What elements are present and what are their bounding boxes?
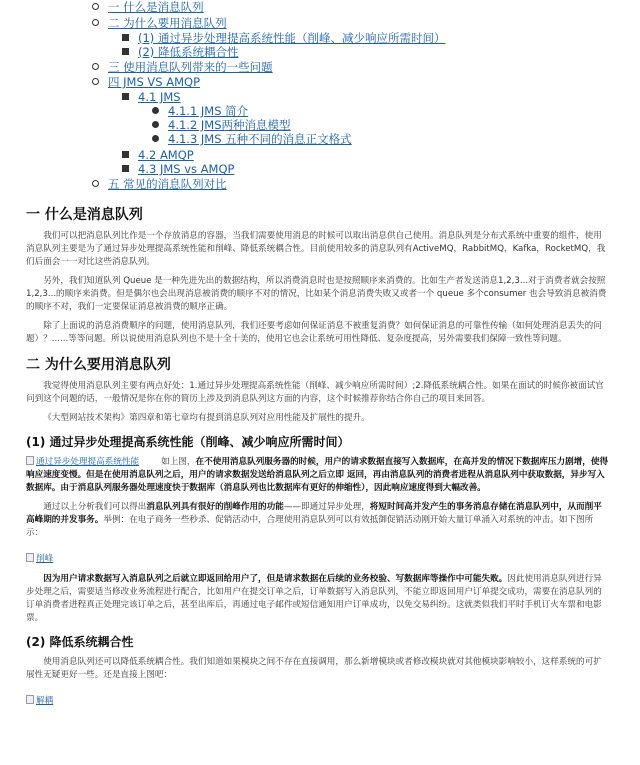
toc-item[interactable]	[92, 177, 227, 191]
circle-bullet-icon	[92, 180, 99, 187]
subsection-heading: (1) 通过异步处理提高系统性能（削峰、减少响应所需时间）	[26, 435, 350, 449]
circle-bullet-icon	[92, 19, 99, 26]
square-bullet-icon	[122, 151, 129, 158]
paragraph: 使用消息队列还可以降低系统耦合性。我们知道如果模块之间不存在直接调用，那么新增模块或者修改模块就对其他模块影响较小，这样系统的可扩展性无疑更好一些。还是直接上图吧：	[26, 657, 602, 680]
toc-item[interactable]	[92, 75, 200, 89]
toc-link[interactable]: 4.1.2 JMS两种消息模型	[168, 118, 291, 132]
broken-image-link[interactable]: 通过异步处理提高系统性能	[26, 456, 139, 469]
square-bullet-icon	[152, 107, 159, 114]
toc-link[interactable]: 4.1.1 JMS 简介	[168, 104, 249, 118]
square-bullet-icon	[122, 165, 129, 172]
toc-link[interactable]: 4.3 JMS vs AMQP	[138, 162, 235, 176]
toc-item[interactable]	[122, 90, 181, 104]
toc-item[interactable]	[122, 162, 234, 176]
paragraph: 因为用户请求数据写入消息队列之后就立即返回给用户了，但是请求数据在后续的业务校验、写数据库等操作中可能失败。因此使用消息队列进行异步处理之后，需要适当修改业务流程进行配合，比如用户在提交订单之后，订单数据写入消息队列，不能立即返回用户订单提交成功，需要在消息队列的订单消费者进程真正处理完该订单之后，甚至出库后，再通过电子邮件或短信通知用户订单成功，以免交易纠纷。这就类似我们平时手机订火车票和电影票。	[26, 574, 602, 623]
toc-item[interactable]	[92, 0, 204, 14]
toc-item[interactable]	[152, 118, 291, 132]
image-icon	[26, 553, 34, 562]
circle-bullet-icon	[92, 3, 99, 10]
toc-link[interactable]: 4.1 JMS	[138, 90, 181, 104]
toc-item[interactable]	[92, 16, 227, 30]
toc-link[interactable]: (2) 降低系统耦合性	[138, 45, 239, 59]
paragraph: 通过异步处理提高系统性能 如上图，在不使用消息队列服务器的时候，用户的请求数据直接写入数据库，在高并发的情况下数据库压力剧增，使得响应速度变慢。但是在使用消息队列之后，用户的请求数据发送给消息队列之后立即 返回，再由消息队列的消费者进程从消息队列中获取数据，异步写入数据库。由于消息队列服务器处理速度快于数据库（消息队列也比数据库有更好的伸缩性），因此响应速度得到大幅改善。	[26, 457, 609, 493]
paragraph: 除了上面说的消息消费顺序的问题，使用消息队列，我们还要考虑如何保证消息不被重复消费？如何保证消息的可靠性传输（如何处理消息丢失的问题）？......等等问题。所以说使用消息队列也不是十全十美的，使用它也会让系统可用性降低、复杂度提高，另外需要我们保障一致性等问题。	[26, 321, 602, 344]
paragraph: 我们可以把消息队列比作是一个存放消息的容器，当我们需要使用消息的时候可以取出消息供自己使用。消息队列是分布式系统中重要的组件，使用消息队列主要是为了通过异步处理提高系统性能和削峰、降低系统耦合性。目前使用较多的消息队列有ActiveMQ，RabbitMQ，Kafka，RocketMQ，我们后面会一一对比这些消息队列。	[26, 231, 606, 267]
toc-link[interactable]: 四 JMS VS AMQP	[108, 75, 201, 89]
image-icon	[26, 695, 34, 704]
square-bullet-icon	[122, 34, 129, 41]
section-heading: 二 为什么要用消息队列	[26, 357, 171, 373]
table-of-contents	[0, 0, 640, 196]
toc-link[interactable]: (1) 通过异步处理提高系统性能（削峰、减少响应所需时间）	[138, 31, 446, 45]
toc-link[interactable]: 三 使用消息队列带来的一些问题	[108, 60, 273, 74]
square-bullet-icon	[152, 121, 159, 128]
toc-link[interactable]: 4.2 AMQP	[138, 148, 194, 162]
toc-item[interactable]	[152, 104, 248, 118]
subsection-heading: (2) 降低系统耦合性	[26, 635, 134, 649]
toc-link[interactable]: 一 什么是消息队列	[108, 0, 204, 14]
paragraph: 《大型网站技术架构》第四章和第七章均有提到消息队列对应用性能及扩展性的提升。	[43, 413, 370, 423]
toc-item[interactable]	[122, 148, 194, 162]
broken-image-link[interactable]: 削峰	[26, 546, 610, 565]
broken-image-link[interactable]: 解耦	[26, 688, 610, 707]
toc-item[interactable]	[92, 60, 273, 74]
toc-item[interactable]	[122, 31, 445, 45]
toc-link[interactable]: 二 为什么要用消息队列	[108, 16, 227, 30]
square-bullet-icon	[152, 135, 159, 142]
article-body	[0, 204, 640, 707]
circle-bullet-icon	[92, 63, 99, 70]
paragraph: 通过以上分析我们可以得出消息队列具有很好的削峰作用的功能——即通过异步处理，将短时间高并发产生的事务消息存储在消息队列中，从而削平高峰期的并发事务。举例：在电子商务一些秒杀、促销活动中，合理使用消息队列可以有效抵御促销活动刚开始大量订单涌入对系统的冲击。如下图所示：	[26, 502, 602, 538]
image-icon	[26, 456, 34, 465]
section-heading: 一 什么是消息队列	[26, 207, 143, 223]
toc-link[interactable]: 4.1.3 JMS 五种不同的消息正文格式	[168, 132, 352, 146]
toc-link[interactable]: 五 常见的消息队列对比	[108, 177, 227, 191]
circle-bullet-icon	[92, 78, 99, 85]
paragraph: 另外，我们知道队列 Queue 是一种先进先出的数据结构，所以消费消息时也是按照顺序来消费的。比如生产者发送消息1,2,3...对于消费者就会按照1,2,3...的顺序来消费。但是偶尔也会出现消息被消费的顺序不对的情况，比如某个消息消费失败又或者一个 queue 多个consumer 也会导致消息被消费的顺序不对，我们一定要保证消息被消费的顺序正确。	[26, 276, 607, 312]
toc-item[interactable]	[152, 132, 352, 146]
toc-item[interactable]	[122, 45, 238, 59]
square-bullet-icon	[122, 48, 129, 55]
square-bullet-icon	[122, 93, 129, 100]
paragraph: 我觉得使用消息队列主要有两点好处：1.通过异步处理提高系统性能（削峰、减少响应所需时间）;2.降低系统耦合性。如果在面试的时候你被面试官问到这个问题的话，一般情况是你在你的简历上涉及到消息队列这方面的内容，这个时候推荐你结合你自己的项目来回答。	[26, 381, 604, 404]
